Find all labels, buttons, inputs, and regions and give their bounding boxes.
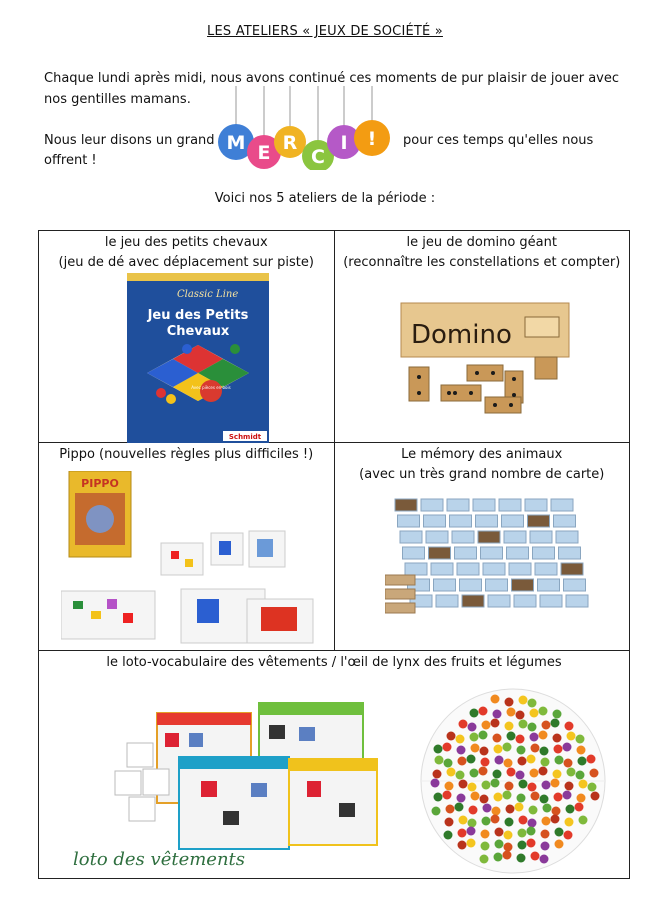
fruit-item <box>531 852 540 861</box>
fruit-item <box>566 805 575 814</box>
fruit-item <box>467 755 476 764</box>
fruit-item <box>553 734 562 743</box>
fruit-item <box>588 783 597 792</box>
fruit-item <box>433 770 442 779</box>
fruit-item <box>480 795 489 804</box>
fruit-item <box>516 771 525 780</box>
fruit-item <box>565 818 574 827</box>
memory-card <box>397 515 419 527</box>
fruit-item <box>469 806 478 815</box>
fruit-item <box>481 842 490 851</box>
memory-card <box>485 579 507 591</box>
memory-card-stack <box>385 589 415 599</box>
petits-chevaux-box-image <box>127 273 269 443</box>
box-badge: Avec pièces en bois <box>191 385 231 390</box>
memory-cards-image <box>385 493 599 623</box>
fruit-item <box>482 721 491 730</box>
fruit-item <box>567 768 576 777</box>
merci-letter: M <box>226 132 246 154</box>
fruit-item <box>445 818 454 827</box>
fruit-item <box>542 721 551 730</box>
memory-card <box>459 579 481 591</box>
fruit-item <box>518 757 527 766</box>
fruit-item <box>493 734 502 743</box>
fruit-item <box>491 719 500 728</box>
memory-card <box>525 499 547 511</box>
fruit-item <box>540 795 549 804</box>
fruit-item <box>516 711 525 720</box>
fruit-item <box>504 759 513 768</box>
fruit-item <box>458 757 467 766</box>
fruit-item <box>458 829 467 838</box>
ateliers-intro: Voici nos 5 ateliers de la période : <box>214 191 436 206</box>
cell-title <box>39 231 334 273</box>
fruit-item <box>491 695 500 704</box>
fruit-item <box>470 769 479 778</box>
fruit-item <box>542 781 551 790</box>
fruit-item <box>579 780 588 789</box>
fruit-item <box>504 843 513 852</box>
fruit-item <box>491 815 500 824</box>
fruit-item <box>565 782 574 791</box>
memory-card <box>499 499 521 511</box>
fruit-item <box>444 759 453 768</box>
memory-card <box>563 579 585 591</box>
fruit-item <box>495 828 504 837</box>
fruit-item <box>563 791 572 800</box>
fruit-item <box>507 732 516 741</box>
fruit-item <box>470 733 479 742</box>
memory-card <box>478 531 500 543</box>
fruit-item <box>519 780 528 789</box>
fruit-item <box>543 804 552 813</box>
fruit-item <box>494 745 503 754</box>
memory-card <box>475 515 497 527</box>
fruit-item <box>518 829 527 838</box>
fruit-item <box>553 710 562 719</box>
fruit-item <box>529 806 538 815</box>
fruit-item <box>587 755 596 764</box>
fruit-item <box>577 746 586 755</box>
fruit-item <box>527 839 536 848</box>
fruit-item <box>551 779 560 788</box>
memory-card <box>462 595 484 607</box>
fruit-item <box>495 840 504 849</box>
fruit-item <box>480 747 489 756</box>
fruit-item <box>563 743 572 752</box>
fruit-item <box>432 807 441 816</box>
fruit-item <box>491 779 500 788</box>
fruit-item <box>530 733 539 742</box>
fruit-item <box>519 816 528 825</box>
pippo-game-image <box>61 471 317 647</box>
fruit-item <box>494 793 503 802</box>
fruit-item <box>458 841 467 850</box>
memory-card <box>509 563 531 575</box>
memory-card <box>532 547 554 559</box>
memory-card <box>566 595 588 607</box>
memory-card <box>537 579 559 591</box>
memory-card <box>483 563 505 575</box>
fruit-item <box>494 853 503 862</box>
fruit-item <box>515 803 524 812</box>
memory-card <box>457 563 479 575</box>
memory-card <box>488 595 510 607</box>
memory-card <box>449 515 471 527</box>
fruit-item <box>456 771 465 780</box>
memory-card <box>527 515 549 527</box>
fruit-item <box>479 767 488 776</box>
fruit-item <box>555 840 564 849</box>
merci-letter: ! <box>367 128 377 150</box>
fruit-item <box>539 731 548 740</box>
fruit-item <box>480 855 489 864</box>
domino-box-label: Domino <box>410 320 512 350</box>
cell-title-line: le loto-vocabulaire des vêtements / l'œil de lynx des fruits et légumes <box>106 655 562 670</box>
fruit-item <box>459 720 468 729</box>
fruit-item <box>506 805 515 814</box>
fruit-item <box>492 807 501 816</box>
cell-subtitle-line: (avec un très grand nombre de carte) <box>359 467 605 482</box>
merci-letter: R <box>282 132 298 154</box>
fruit-item <box>527 827 536 836</box>
fruit-item <box>591 792 600 801</box>
box-logo: Schmidt <box>228 433 262 441</box>
loto-vetements-image <box>69 699 389 879</box>
memory-card <box>447 499 469 511</box>
cell-title-line: Le mémory des animaux <box>401 447 563 462</box>
fruit-item <box>540 855 549 864</box>
fruit-item <box>567 732 576 741</box>
fruit-item <box>541 842 550 851</box>
fruit-item <box>519 720 528 729</box>
fruit-item <box>528 783 537 792</box>
fruit-item <box>590 769 599 778</box>
fruit-item <box>447 732 456 741</box>
merci-letter: E <box>257 142 271 164</box>
pippo-box-label: PIPPO <box>81 477 119 490</box>
fruit-item <box>519 696 528 705</box>
fruit-item <box>481 758 490 767</box>
memory-card <box>423 515 445 527</box>
fruit-item <box>576 735 585 744</box>
memory-card <box>405 563 427 575</box>
cell-memory <box>334 443 630 651</box>
memory-card <box>395 499 417 511</box>
cell-title <box>335 443 630 485</box>
cell-subtitle-line: (reconnaître les constellations et compter) <box>343 255 621 270</box>
fruit-item <box>575 803 584 812</box>
fruit-item <box>504 831 513 840</box>
fruit-item <box>551 815 560 824</box>
memory-card <box>514 595 536 607</box>
cell-title-line: le jeu des petits chevaux <box>104 235 268 250</box>
cell-loto-lynx <box>39 651 630 879</box>
fruit-item <box>468 819 477 828</box>
memory-card <box>561 563 583 575</box>
fruit-item <box>457 746 466 755</box>
memory-card <box>556 531 578 543</box>
domino-box-image <box>395 297 571 421</box>
fruit-item <box>541 758 550 767</box>
fruit-item <box>578 757 587 766</box>
fruit-item <box>479 731 488 740</box>
fruit-item <box>444 831 453 840</box>
box-brand: Classic Line <box>177 289 239 300</box>
fruit-item <box>564 831 573 840</box>
fruit-item <box>503 791 512 800</box>
fruit-item <box>530 769 539 778</box>
fruit-item <box>493 710 502 719</box>
memory-card <box>501 515 523 527</box>
fruit-item <box>459 780 468 789</box>
fruit-item <box>505 698 514 707</box>
fruit-item <box>539 707 548 716</box>
fruit-item <box>576 771 585 780</box>
memory-card <box>433 579 455 591</box>
fruit-item <box>456 735 465 744</box>
page-title: LES ATELIERS « JEUX DE SOCIÉTÉ » <box>207 24 443 39</box>
memory-card <box>402 547 424 559</box>
merci-text-after: pour ces temps qu'elles nous <box>403 133 594 148</box>
fruit-item <box>507 708 516 717</box>
fruit-item <box>530 709 539 718</box>
fruit-item <box>552 807 561 816</box>
cell-title-line: le jeu de domino géant <box>406 235 557 250</box>
fruit-item <box>446 805 455 814</box>
cell-title-line: Pippo (nouvelles règles plus difficiles !) <box>59 447 314 462</box>
memory-card <box>558 547 580 559</box>
fruit-item <box>503 743 512 752</box>
memory-card <box>480 547 502 559</box>
fruit-item <box>531 744 540 753</box>
fruit-item <box>443 743 452 752</box>
fruit-item <box>517 794 526 803</box>
memory-card <box>506 547 528 559</box>
fruit-item <box>528 699 537 708</box>
memory-card <box>535 563 557 575</box>
fruit-item <box>527 755 536 764</box>
fruit-item <box>505 818 514 827</box>
fruit-item <box>505 782 514 791</box>
fruit-item <box>540 747 549 756</box>
fruit-item <box>517 854 526 863</box>
fruit-item <box>564 759 573 768</box>
memory-card-stack <box>385 575 415 585</box>
loto-caption: loto des vêtements <box>73 849 246 870</box>
merci-letter: I <box>340 132 348 154</box>
fruit-item <box>577 794 586 803</box>
fruit-item <box>495 756 504 765</box>
fruit-item <box>482 781 491 790</box>
memory-card <box>436 595 458 607</box>
fruit-item <box>443 791 452 800</box>
fruit-item <box>528 819 537 828</box>
memory-card <box>511 579 533 591</box>
fruit-item <box>467 827 476 836</box>
fruit-item <box>493 770 502 779</box>
fruit-item <box>553 770 562 779</box>
fruit-item <box>459 816 468 825</box>
memory-card <box>540 595 562 607</box>
fruit-item <box>516 735 525 744</box>
fruit-item <box>554 793 563 802</box>
merci-letter: C <box>311 146 325 168</box>
memory-card <box>452 531 474 543</box>
fruit-item <box>468 783 477 792</box>
cell-title <box>39 443 334 465</box>
memory-card <box>421 499 443 511</box>
fruit-item <box>431 779 440 788</box>
merci-text-before-2: offrent ! <box>44 153 97 168</box>
memory-card <box>473 499 495 511</box>
fruit-item <box>471 792 480 801</box>
fruit-item <box>505 722 514 731</box>
fruit-item <box>445 782 454 791</box>
intro-paragraph: Chaque lundi après midi, nous avons continué ces moments de pur plaisir de jouer avec nos gentilles mamans. <box>44 71 620 107</box>
merci-text-before: Nous leur disons un grand <box>44 133 215 148</box>
fruit-item <box>551 719 560 728</box>
fruit-item <box>565 722 574 731</box>
fruit-item <box>518 841 527 850</box>
cell-title <box>39 651 629 673</box>
fruit-item <box>555 828 564 837</box>
memory-card <box>431 563 453 575</box>
memory-card <box>454 547 476 559</box>
fruit-item <box>470 709 479 718</box>
memory-card <box>553 515 575 527</box>
memory-card <box>504 531 526 543</box>
cell-domino <box>334 231 630 443</box>
fruit-item <box>481 830 490 839</box>
fruit-item <box>555 756 564 765</box>
fruit-item <box>455 803 464 812</box>
fruit-item <box>579 816 588 825</box>
memory-card <box>428 547 450 559</box>
memory-card <box>530 531 552 543</box>
memory-card <box>426 531 448 543</box>
fruit-item <box>541 830 550 839</box>
fruit-item <box>434 745 443 754</box>
cell-pippo <box>39 443 335 651</box>
merci-illustration <box>218 86 398 170</box>
fruit-item <box>517 746 526 755</box>
fruit-item <box>531 792 540 801</box>
fruit-item <box>482 817 491 826</box>
fruit-item <box>457 794 466 803</box>
fruit-item <box>539 767 548 776</box>
fruit-item <box>471 744 480 753</box>
fruit-item <box>435 756 444 765</box>
box-title-2: Chevaux <box>166 324 230 339</box>
memory-card <box>400 531 422 543</box>
fruit-item <box>503 851 512 860</box>
memory-card-stack <box>385 603 415 613</box>
fruit-item <box>467 839 476 848</box>
fruit-item <box>483 804 492 813</box>
memory-card <box>551 499 573 511</box>
fruit-item <box>468 723 477 732</box>
fruit-item <box>528 723 537 732</box>
fruit-item <box>554 745 563 754</box>
cell-petits-chevaux <box>39 231 335 443</box>
fruit-item <box>479 707 488 716</box>
oeil-de-lynx-fruits-image <box>415 687 611 875</box>
cell-subtitle-line: (jeu de dé avec déplacement sur piste) <box>58 255 314 270</box>
fruit-item <box>507 768 516 777</box>
fruit-item <box>434 793 443 802</box>
fruit-item <box>542 817 551 826</box>
box-title-1: Jeu des Petits <box>147 308 249 323</box>
cell-title <box>335 231 630 273</box>
fruit-item <box>447 768 456 777</box>
ateliers-table <box>38 230 630 879</box>
